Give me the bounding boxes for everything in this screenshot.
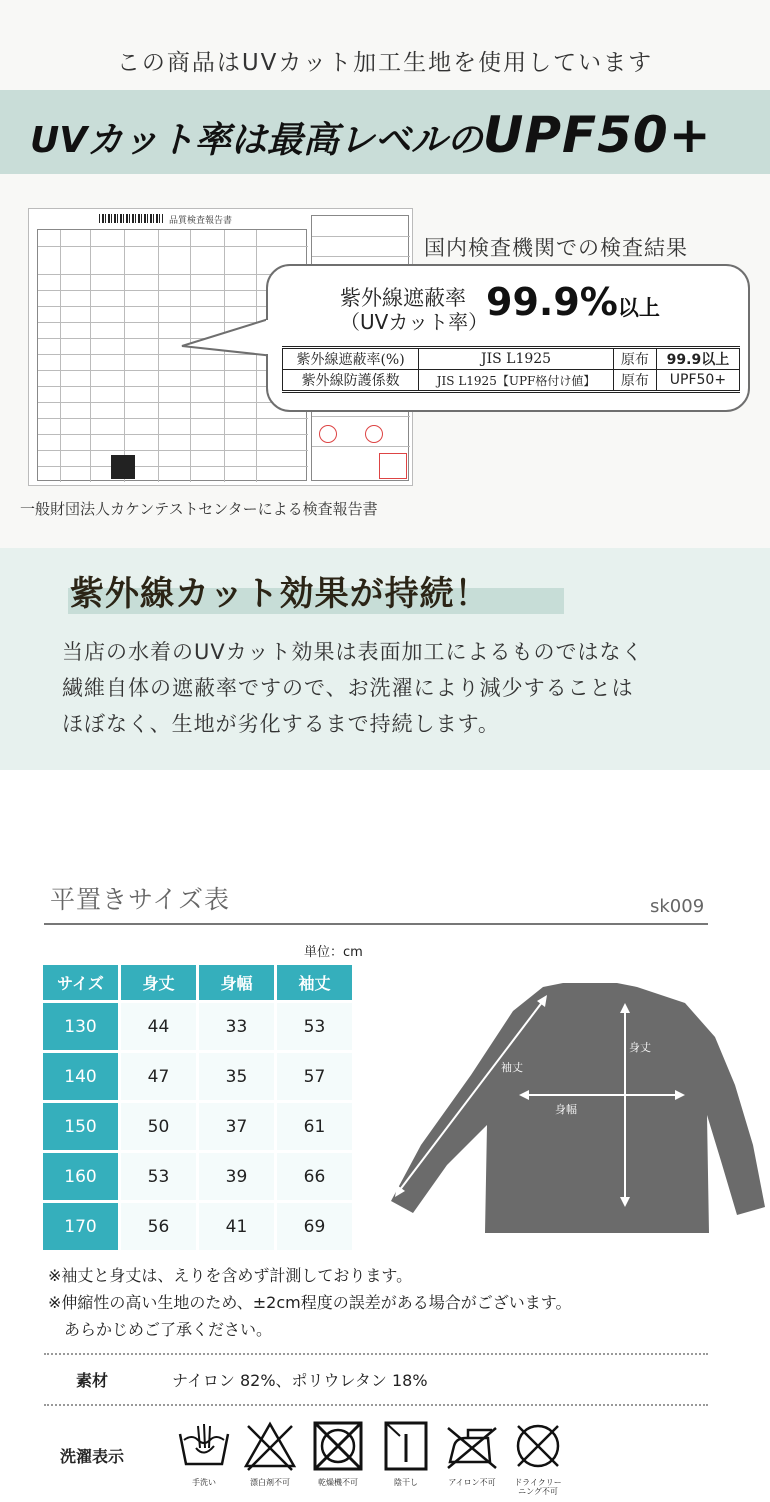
width-cell: 41 — [199, 1203, 274, 1250]
barcode — [99, 214, 163, 223]
note-line: ※伸縮性の高い生地のため、±2cm程度の誤差がある場合がございます。 — [48, 1293, 572, 1312]
result-table — [282, 346, 740, 393]
care-caption: 陰干し — [394, 1478, 418, 1487]
result-sample: 原布 — [613, 348, 656, 370]
width-cell: 35 — [199, 1053, 274, 1100]
size-cell: 160 — [43, 1153, 118, 1200]
length-label: 身丈 — [629, 1041, 651, 1054]
table-row — [43, 1153, 352, 1200]
care-caption: 乾燥機不可 — [318, 1478, 358, 1487]
divider — [44, 1404, 708, 1406]
garment-silhouette — [391, 983, 765, 1233]
length-cell: 53 — [121, 1153, 196, 1200]
sleeve-cell: 53 — [277, 1003, 352, 1050]
result-sample: 原布 — [613, 370, 656, 392]
result-method: JIS L1925 — [419, 348, 614, 370]
inspector-seal — [319, 425, 337, 443]
size-cell: 170 — [43, 1203, 118, 1250]
length-cell: 50 — [121, 1103, 196, 1150]
sleeve-label: 袖丈 — [501, 1061, 523, 1074]
uv-rate-suffix: 以上 — [617, 296, 660, 320]
line-dry-shade-icon — [378, 1418, 434, 1474]
result-heading: 国内検査機関での検査結果 — [424, 236, 688, 260]
title-divider — [44, 923, 708, 925]
durability-body — [62, 634, 742, 742]
uv-rate-number: 99.9% — [486, 280, 618, 324]
report-title: 品質検査報告書 — [169, 216, 233, 226]
no-tumble-dry-icon — [310, 1418, 366, 1474]
no-dry-clean-icon — [510, 1418, 566, 1474]
durability-title: 紫外線カット効果が持続！ — [70, 574, 490, 614]
length-cell: 47 — [121, 1053, 196, 1100]
approver-seal — [365, 425, 383, 443]
header-length: 身丈 — [121, 965, 196, 1000]
size-notes — [48, 1262, 571, 1343]
material-label: 素材 — [76, 1371, 109, 1390]
sleeve-cell: 61 — [277, 1103, 352, 1150]
size-chart-title: 平置きサイズ表 — [50, 885, 231, 914]
top-note: この商品はUVカット加工生地を使用しています — [116, 50, 654, 76]
care-caption: 手洗い — [192, 1478, 216, 1487]
uv-rate-sublabel: （UVカット率） — [340, 310, 489, 334]
result-value: 99.9以上 — [656, 348, 739, 370]
upf-banner-text — [30, 106, 750, 164]
length-cell: 56 — [121, 1203, 196, 1250]
redacted-block — [111, 455, 135, 479]
company-seal — [379, 453, 407, 479]
header-width: 身幅 — [199, 965, 274, 1000]
body-line: ほぼなく、生地が劣化するまで持続します。 — [62, 712, 500, 736]
table-row — [283, 348, 740, 370]
note-line: ※袖丈と身丈は、えりを含めず計測しております。 — [48, 1266, 413, 1285]
care-caption: アイロン不可 — [448, 1478, 496, 1487]
width-cell: 37 — [199, 1103, 274, 1150]
table-row — [43, 1203, 352, 1250]
sleeve-cell: 57 — [277, 1053, 352, 1100]
header-size: サイズ — [43, 965, 118, 1000]
width-label: 身幅 — [555, 1103, 577, 1116]
table-row — [43, 1103, 352, 1150]
table-row — [283, 370, 740, 392]
length-cell: 44 — [121, 1003, 196, 1050]
garment-diagram — [385, 975, 770, 1245]
size-cell: 150 — [43, 1103, 118, 1150]
table-row — [43, 1053, 352, 1100]
no-iron-icon — [444, 1418, 500, 1474]
body-line: 繊維自体の遮蔽率ですので、お洗濯により減少することは — [62, 676, 634, 700]
size-cell: 130 — [43, 1003, 118, 1050]
unit-label: 単位：cm — [304, 945, 363, 960]
table-row — [43, 1003, 352, 1050]
care-caption: 漂白剤不可 — [250, 1478, 290, 1487]
result-item: 紫外線遮蔽率(%) — [283, 348, 419, 370]
width-cell: 39 — [199, 1153, 274, 1200]
note-line: あらかじめご了承ください。 — [48, 1320, 273, 1339]
product-code: sk009 — [650, 896, 705, 917]
size-cell: 140 — [43, 1053, 118, 1100]
width-cell: 33 — [199, 1003, 274, 1050]
hand-wash-icon — [176, 1418, 232, 1474]
result-item: 紫外線防護係数 — [283, 370, 419, 392]
care-label: 洗濯表示 — [60, 1447, 125, 1466]
result-method: JIS L1925【UPF格付け値】 — [419, 370, 614, 392]
size-table — [40, 962, 355, 1253]
table-header-row — [43, 965, 352, 1000]
sleeve-cell: 69 — [277, 1203, 352, 1250]
upf-banner-lead: UVカット率は最高レベルの — [30, 120, 483, 161]
material-value: ナイロン 82%、ポリウレタン 18% — [172, 1371, 428, 1390]
header-sleeve: 袖丈 — [277, 965, 352, 1000]
uv-rate-value — [486, 280, 660, 324]
result-value: UPF50+ — [656, 370, 739, 392]
body-line: 当店の水着のUVカット効果は表面加工によるものではなく — [62, 640, 644, 664]
sleeve-cell: 66 — [277, 1153, 352, 1200]
care-caption: ドライクリー ニング不可 — [514, 1478, 562, 1496]
no-bleach-icon — [242, 1418, 298, 1474]
divider — [44, 1353, 708, 1355]
uv-rate-label: 紫外線遮蔽率 — [340, 286, 466, 310]
report-caption: 一般財団法人カケンテストセンターによる検査報告書 — [20, 500, 378, 518]
upf-banner-highlight: UPF50+ — [482, 106, 712, 164]
